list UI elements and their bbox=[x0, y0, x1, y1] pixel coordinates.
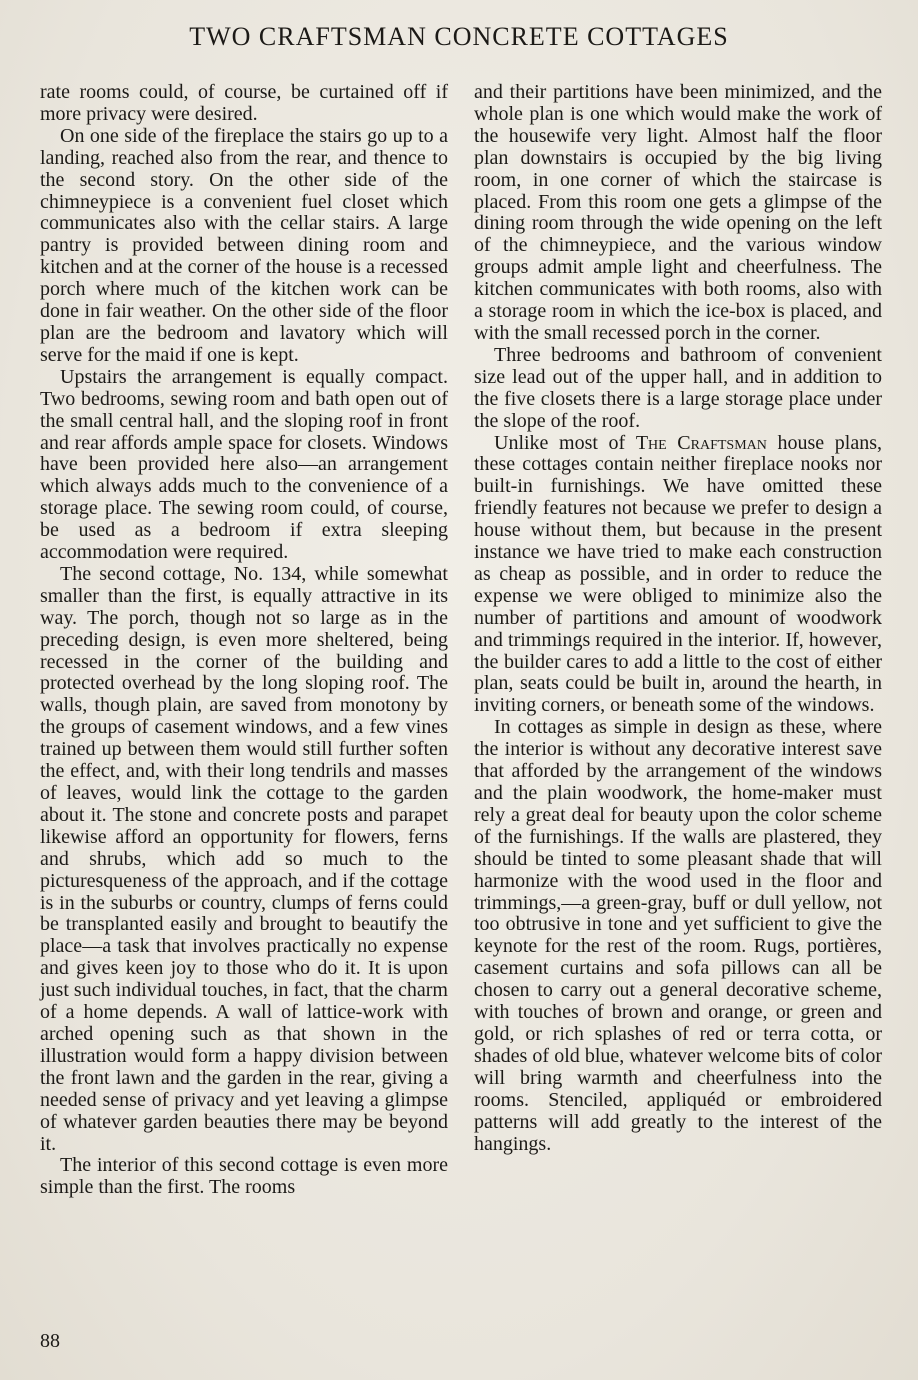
paragraph-lead-text: Unlike most of bbox=[494, 431, 636, 454]
paragraph: and their partitions have been minimized, and the whole plan is one which would make the work of the housewife very light. Almost half the floor plan downstairs is occupied by the big living room, in one corner of which the staircase is placed. From this room one gets a glimpse of the dining room through the wide opening on the left of the chimneypiece, and the various window groups admit ample light and cheerfulness. The kitchen communicates with both rooms, also with a storage room in which the ice-box is placed, and with the small recessed porch in the corner. bbox=[474, 81, 882, 344]
magazine-name: The Craftsman bbox=[635, 431, 767, 454]
paragraph: Three bedrooms and bathroom of convenient size lead out of the upper hall, and in addition to the five closets there is a large storage place under the slope of the roof. bbox=[474, 343, 882, 432]
left-column bbox=[40, 82, 448, 1199]
page-number: 88 bbox=[40, 1330, 60, 1352]
paragraph: In cottages as simple in design as these, where the interior is without any decorative interest save that afforded by the arrangement of the windows and the plain woodwork, the home-maker must rely a great deal for beauty upon the color scheme of the furnishings. If the walls are plastered, they should be tinted to some pleasant shade that will harmonize with the wood used in the floor and trimmings,—a green-gray, buff or dull yellow, not too obtrusive in tone and yet sufficient to give the keynote for the rest of the room. Rugs, portières, casement curtains and sofa pillows can all be chosen to carry out a general decorative scheme, with touches of brown and orange, or green and gold, or rich splashes of red or terra cotta, or shades of old blue, whatever welcome bits of color will bring warmth and cheerfulness into the rooms. Stenciled, appliquéd or embroidered patterns will add greatly to the interest of the hangings. bbox=[474, 716, 882, 1155]
paragraph: Upstairs the arrangement is equally compact. Two bedrooms, sewing room and bath open out of the small central hall, and the sloping roof in front and rear affords ample space for closets. Windows have been provided here also—an arrangement which always adds much to the convenience of a storage place. The sewing room could, of course, be used as a bedroom if extra sleeping accommodation were required. bbox=[40, 365, 448, 564]
paragraph-body-text: house plans, these cottages contain neither fireplace nooks nor built-in furnishings. We have omitted these friendly features not because we prefer to design a house without them, but because in the present instance we have tried to make each construction as cheap as possible, and in order to reduce the expense we were obliged to minimize also the number of partitions and amount of woodwork and trimmings required in the interior. If, however, the builder cares to add a little to the cost of either plan, seats could be built in, around the hearth, in inviting corners, or beneath some of the windows. bbox=[474, 431, 882, 717]
paragraph: On one side of the fireplace the stairs go up to a landing, reached also from the rear, and thence to the second story. On the other side of the chimneypiece is a convenient fuel closet which communicates also with the cellar stairs. A large pantry is provided between dining room and kitchen and at the corner of the house is a recessed porch where much of the kitchen work can be done in fair weather. On the other side of the floor plan are the bedroom and lavatory which will serve for the maid if one is kept. bbox=[40, 124, 448, 366]
paragraph bbox=[474, 433, 882, 718]
running-head-title: TWO CRAFTSMAN CONCRETE COTTAGES bbox=[189, 22, 729, 51]
paragraph: rate rooms could, of course, be curtained off if more privacy were desired. bbox=[40, 81, 448, 125]
paragraph: The second cottage, No. 134, while somewhat smaller than the first, is equally attractive in its way. The porch, though not so large as in the preceding design, is even more sheltered, being recessed in the corner of the building and protected overhead by the long sloping roof. The walls, though plain, are saved from monotony by the groups of casement windows, and a few vines trained up between them would still further soften the effect, and, with their long tendrils and masses of leaves, would link the cottage to the garden about it. The stone and concrete posts and parapet likewise afford an opportunity for flowers, ferns and shrubs, which add so much to the picturesqueness of the approach, and if the cottage is in the suburbs or country, clumps of ferns could be transplanted easily and brought to beautify the place—a task that involves practically no expense and gives keen joy to those who do it. It is upon just such individual touches, in fact, that the charm of a home depends. A wall of lattice-work with arched opening such as that shown in the illustration would form a happy division between the front lawn and the garden in the rear, giving a needed sense of privacy and yet leaving a glimpse of whatever garden beauties there may be beyond it. bbox=[40, 562, 448, 1155]
right-column bbox=[474, 82, 882, 1155]
paragraph: The interior of this second cottage is even more simple than the first. The rooms bbox=[40, 1154, 448, 1199]
